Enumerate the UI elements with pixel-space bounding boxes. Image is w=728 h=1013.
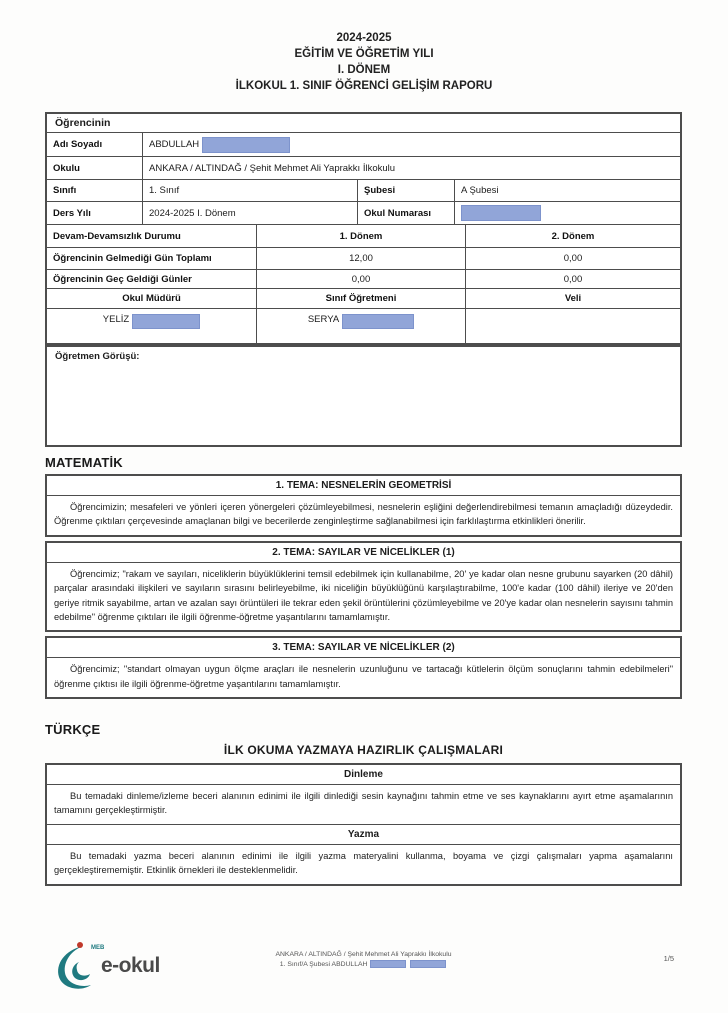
math-theme-1-heading: 1. TEMA: NESNELERİN GEOMETRİSİ xyxy=(275,480,452,491)
turkish-table xyxy=(45,763,682,886)
redacted-principal-surname xyxy=(132,314,200,329)
math-theme-2 xyxy=(45,541,682,633)
report-title: İLKOKUL 1. SINIF ÖĞRENCİ GELİŞİM RAPORU xyxy=(235,80,493,92)
parent-label: Veli xyxy=(465,289,680,308)
attendance-header-row xyxy=(47,224,680,247)
redacted-footer-2 xyxy=(410,960,446,968)
school-label: Okulu xyxy=(53,162,80,174)
principal-name: YELİZ xyxy=(47,309,256,343)
math-theme-2-heading: 2. TEMA: SAYILAR VE NİCELİKLER (1) xyxy=(272,546,455,558)
meb-text: MEB xyxy=(91,945,105,951)
term2-header: 2. Dönem xyxy=(465,225,680,247)
math-theme-1-text: Öğrencimizin; mesafeleri ve yönleri içeren yönergeleri çözümleyebilmesi, nesnelerin eşliğini değerlendirebilmesi temanın amaçladığı düzeydedir. Öğrenme çıktıları çerçevesinde amaçlanan bilgi ve becerilerde zenginleştirme sağlanabilmesi için farklılaştırma etkinlikleri önerilir. xyxy=(47,495,680,535)
math-theme-3-heading: 3. TEMA: SAYILAR VE NİCELİKLER (2) xyxy=(272,642,455,654)
absent-days-term2: 0,00 xyxy=(465,248,680,269)
late-days-term1: 0,00 xyxy=(256,270,465,288)
late-days-term2: 0,00 xyxy=(465,270,680,288)
absent-days-label: Öğrencinin Gelmediği Gün Toplamı xyxy=(53,253,212,264)
footer-student-info: 1. Sınıf/A Şubesi ABDULLAH xyxy=(45,960,682,970)
branch-value: A Şubesi xyxy=(454,180,680,201)
e-okul-logo-text: e-okul xyxy=(101,954,160,977)
year-value: 2024-2025 I. Dönem xyxy=(142,202,357,224)
footer-school-name: ANKARA / ALTINDAĞ / Şehit Mehmet Ali Yaprakkı İlkokulu xyxy=(275,951,452,958)
header-line-3: I. DÖNEM xyxy=(337,64,391,76)
math-theme-1 xyxy=(45,474,682,537)
year-row xyxy=(47,201,680,224)
turkish-title: TÜRKÇE xyxy=(45,722,101,737)
attendance-header-label: Devam-Devamsızlık Durumu xyxy=(53,230,181,242)
branch-label: Şubesi xyxy=(357,180,454,201)
math-theme-3-text: Öğrencimiz; "standart olmayan uygun ölçme araçları ile nesnelerin uzunluğunu ve tartacağı kütlelerin ölçüm sonuçlarını tahmin edebilmeleri" öğrenme çıktısı ile ilgili öğrenme-öğretme yaşantılarını tamamlamıştır. xyxy=(47,657,680,697)
class-row xyxy=(47,179,680,201)
teacher-name: SERYA xyxy=(256,309,465,343)
math-theme-3 xyxy=(45,636,682,699)
footer-school-info xyxy=(45,950,682,970)
signature-names-row xyxy=(47,308,680,343)
term1-header: 1. Dönem xyxy=(256,225,465,247)
redacted-school-number xyxy=(461,205,541,221)
school-row xyxy=(47,156,680,179)
name-row xyxy=(47,132,680,156)
redacted-footer-1 xyxy=(370,960,406,968)
writing-heading: Yazma xyxy=(47,824,680,844)
page-number: 1/5 xyxy=(663,954,674,963)
student-info-table xyxy=(45,112,682,345)
school-year: 2024-2025 xyxy=(336,32,392,44)
math-theme-2-text: Öğrencimiz; "rakam ve sayıları, niceliklerin büyüklüklerini temsil edebilmek için kullanabilme, 20' ye kadar olan nesne grubunu sayarken (20 dâhil) parçalar arasındaki ilişkileri ve sayıların sırasını belirleyebilme, iki niceliğin büyüklüğünü karşılaştırabilme, 100'e kadar (100 dâhil) ileriye ve 20'den geriye ritmik sayabilme, artan ve azalan sayı örüntüleri ile tekrar eden şekil örüntülerini çözümleyebilme ve 20'ye kadar olan nesnelerin sayısını tahmin edebilme" öğrenme çıktıları ile ilgili öğrenme-öğretme yaşantılarını tamamlamıştır. xyxy=(47,562,680,631)
late-days-label: Öğrencinin Geç Geldiği Günler xyxy=(53,273,192,285)
turkish-section xyxy=(45,722,682,886)
section-row-student xyxy=(47,114,680,132)
teacher-label: Sınıf Öğretmeni xyxy=(256,289,465,308)
class-label: Sınıfı xyxy=(53,185,77,196)
absent-days-term1: 12,00 xyxy=(256,248,465,269)
page-footer xyxy=(45,938,682,998)
year-label: Ders Yılı xyxy=(53,207,91,219)
school-number-label: Okul Numarası xyxy=(357,202,454,224)
math-section xyxy=(45,455,682,699)
signature-header-row xyxy=(47,288,680,308)
math-title: MATEMATİK xyxy=(45,455,123,470)
class-value: 1. Sınıf xyxy=(142,180,357,201)
school-value: ANKARA / ALTINDAĞ / Şehit Mehmet Ali Yaprakkı İlkokulu xyxy=(142,157,680,179)
name-value: ABDULLAH xyxy=(142,133,680,156)
parent-signature-cell xyxy=(465,309,680,343)
logo-red-dot xyxy=(77,942,83,948)
school-number-value xyxy=(454,202,680,224)
principal-label: Okul Müdürü xyxy=(122,293,181,304)
student-section-title: Öğrencinin xyxy=(55,117,111,129)
redacted-surname xyxy=(202,137,290,153)
late-days-row xyxy=(47,269,680,288)
listening-text: Bu temadaki dinleme/izleme beceri alanının edinimi ile ilgili dinlediği sesin kaynağını tahmin etme ve ses kaynaklarını ayırt etme aşamalarının tamamını gerçekleştirmiştir. xyxy=(47,784,680,824)
header-line-2: EĞİTİM VE ÖĞRETİM YILI xyxy=(294,48,434,60)
name-label: Adı Soyadı xyxy=(53,139,103,150)
teacher-opinion-label: Öğretmen Görüşü: xyxy=(55,351,140,362)
teacher-opinion-box xyxy=(45,345,682,447)
listening-heading: Dinleme xyxy=(344,769,383,780)
absent-days-row xyxy=(47,247,680,269)
report-header xyxy=(0,30,728,94)
turkish-subtitle: İLK OKUMA YAZMAYA HAZIRLIK ÇALIŞMALARI xyxy=(223,743,504,757)
redacted-teacher-surname xyxy=(342,314,414,329)
writing-text: Bu temadaki yazma beceri alanının edinimi ile ilgili yazma materyalini kullanma, boyama ve çizgi çalışmaları yapma aşamalarını gerçekleştirememiştir. Etkinlik örnekleri ile desteklenmelidir. xyxy=(47,844,680,884)
